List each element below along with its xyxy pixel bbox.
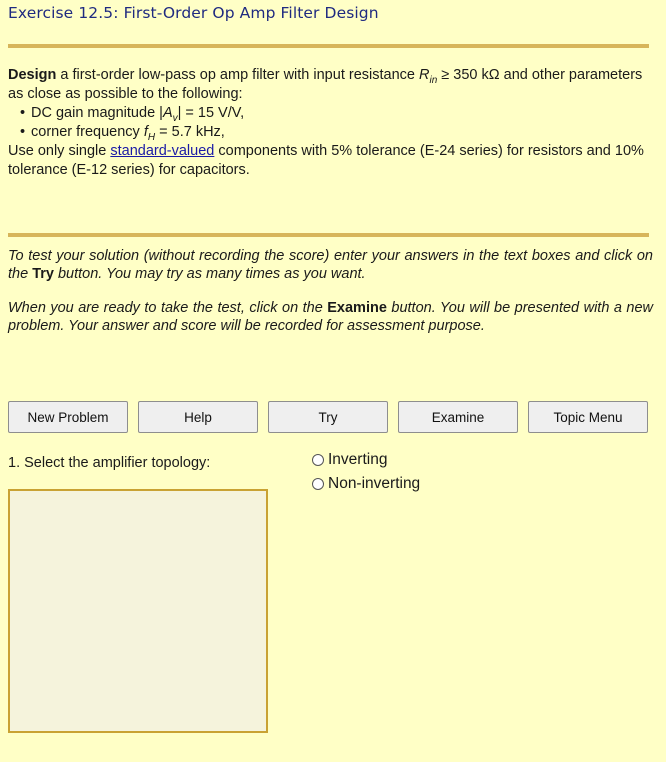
rin-subscript: in [429, 74, 438, 86]
try-button[interactable]: Try [268, 401, 388, 433]
examine-button[interactable]: Examine [398, 401, 518, 433]
instr2-text-b: button. You will be presented with a new problem. Your answer and score will be recorded for assessment purpose. [8, 300, 653, 334]
spec-list [8, 104, 653, 142]
instr1-text-b: button. You may try as many times as you want. [53, 266, 366, 282]
tolerance-text: components with 5% tolerance (E-24 series) for resistors and 10% tolerance (E-12 series) for capacitors. [8, 143, 644, 178]
instr1-try-word: Try [32, 266, 54, 282]
instr2-text-a: When you are ready to take the test, click on the [8, 300, 328, 316]
rin-symbol: R [419, 67, 430, 83]
non-inverting-label: Non-inverting [328, 475, 421, 492]
gain-symbol: A [162, 105, 173, 121]
freq-symbol: f [143, 124, 148, 140]
use-only-text: Use only single [8, 143, 111, 159]
standard-valued-link[interactable]: standard-valued [110, 143, 215, 159]
circuit-diagram-panel [8, 489, 268, 733]
design-word: Design [8, 67, 57, 83]
section-divider [8, 233, 649, 237]
problem-intro [8, 66, 653, 104]
option-inverting[interactable] [312, 451, 387, 469]
tolerance-note [8, 142, 653, 180]
inverting-radio[interactable] [312, 454, 324, 466]
problem-statement [8, 66, 653, 180]
non-inverting-radio[interactable] [312, 478, 324, 490]
freq-label: corner frequency [31, 124, 144, 140]
freq-subscript: H [147, 131, 156, 143]
instructions-try [8, 247, 653, 283]
inverting-label: Inverting [328, 451, 388, 468]
new-problem-button[interactable]: New Problem [8, 401, 128, 433]
spec-gain [20, 104, 653, 123]
gain-value: | = 15 V/V, [177, 105, 245, 121]
intro-text: a first-order low-pass op amp filter with input resistance [56, 67, 419, 83]
topic-menu-button[interactable]: Topic Menu [528, 401, 648, 433]
instr1-text-a: To test your solution (without recording the score) enter your answers in the text boxes and click on the [8, 248, 653, 282]
question-1-label: 1. Select the amplifier topology: [8, 455, 211, 471]
header-divider [8, 44, 649, 48]
spec-frequency [20, 123, 653, 142]
gain-label: DC gain magnitude | [31, 105, 163, 121]
instr2-examine-word: Examine [327, 300, 387, 316]
instructions-examine [8, 299, 653, 335]
rin-value-text: ≥ 350 kΩ and other parameters as close as possible to the following: [8, 67, 643, 102]
gain-subscript: v [172, 112, 178, 124]
option-non-inverting[interactable] [312, 475, 420, 493]
freq-value: = 5.7 kHz, [155, 124, 225, 140]
page-title: Exercise 12.5: First-Order Op Amp Filter Design [8, 4, 379, 22]
help-button[interactable]: Help [138, 401, 258, 433]
